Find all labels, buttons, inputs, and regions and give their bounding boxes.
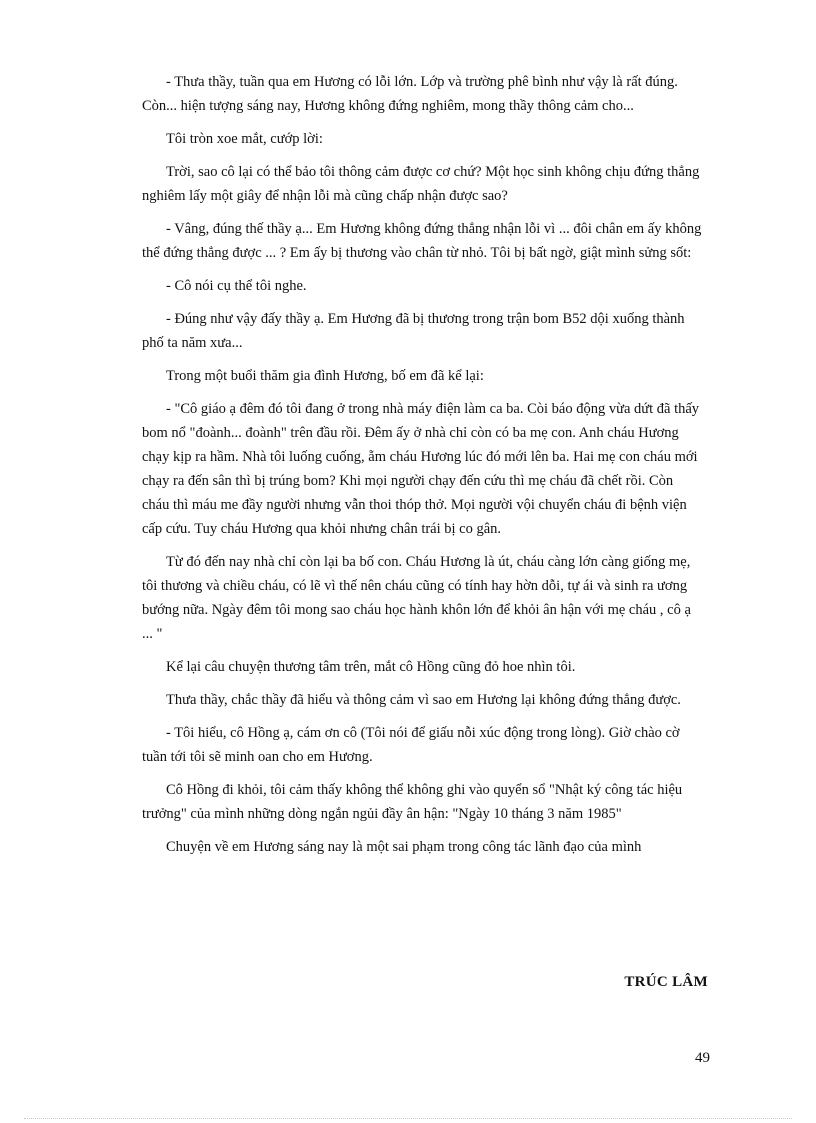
paragraph: Cô Hồng đi khỏi, tôi cảm thấy không thể không ghi vào quyển sổ "Nhật ký công tác hiệu trưởng" của mình những dòng ngắn ngủi đầy ân hận: "Ngày 10 tháng 3 năm 1985" — [142, 782, 683, 822]
paragraph: - Vâng, đúng thế thầy ạ... Em Hương không đứng thẳng nhận lỗi vì ... đôi chân em ấy không thể đứng thẳng được ... ? Em ấy bị thương vào chân từ nhỏ. Tôi bị bất ngờ, giật mình sửng sốt: — [142, 221, 702, 261]
paragraph: - Tôi hiểu, cô Hồng ạ, cám ơn cô (Tôi nói để giấu nỗi xúc động trong lòng). Giờ chào cờ tuần tới tôi sẽ minh oan cho em Hương. — [142, 725, 680, 765]
paragraph: - Đúng như vậy đấy thầy ạ. Em Hương đã bị thương trong trận bom B52 dội xuống thành phố ta năm xưa... — [142, 311, 685, 351]
footer-divider — [24, 1118, 792, 1119]
paragraph: Trong một buổi thăm gia đình Hương, bố em đã kể lại: — [166, 368, 484, 384]
paragraph: - "Cô giáo ạ đêm đó tôi đang ở trong nhà máy điện làm ca ba. Còi báo động vừa dứt đã thấy bom nổ "đoành... đoành" trên đầu rồi. Đêm ấy ở nhà chỉ còn có ba mẹ con. Anh cháu Hương chạy kịp ra hầm. Nhà tôi luống cuống, ẵm cháu Hương lúc đó mới lên ba. Hai mẹ con cháu mới chạy ra đến sân thì bị trúng bom? Khi mọi người chạy đến cứu thì mẹ cháu đã chết rồi. Còn cháu thì máu me đầy người nhưng vẫn thoi thóp thở. Mọi người vội chuyển cháu đi bệnh viện cấp cứu. Tuy cháu Hương qua khỏi nhưng chân trái bị co gân. — [142, 401, 700, 537]
paragraph: - Cô nói cụ thể tôi nghe. — [166, 278, 307, 294]
page-number: 49 — [695, 1050, 710, 1066]
paragraph: Chuyện về em Hương sáng nay là một sai phạm trong công tác lãnh đạo của mình — [166, 839, 642, 855]
story-body — [142, 70, 702, 868]
paragraph: Tôi tròn xoe mắt, cướp lời: — [166, 131, 323, 147]
author-signature: TRÚC LÂM — [624, 974, 708, 990]
paragraph: - Thưa thầy, tuần qua em Hương có lỗi lớn. Lớp và trường phê bình như vậy là rất đúng. Còn... hiện tượng sáng nay, Hương không đứng nghiêm, mong thầy thông cảm cho... — [142, 74, 678, 114]
paragraph: Từ đó đến nay nhà chỉ còn lại ba bố con. Cháu Hương là út, cháu càng lớn càng giống mẹ, tôi thương và chiều cháu, có lẽ vì thế nên cháu cũng có tính hay hờn dỗi, tự ái và sinh ra ương bướng nữa. Ngày đêm tôi mong sao cháu học hành khôn lớn để khỏi ân hận với mẹ cháu , cô ạ ... " — [142, 554, 691, 642]
paragraph: Kể lại câu chuyện thương tâm trên, mắt cô Hồng cũng đỏ hoe nhìn tôi. — [166, 659, 576, 675]
paragraph: Trời, sao cô lại có thể bảo tôi thông cảm được cơ chứ? Một học sinh không chịu đứng thẳng nghiêm lấy một giây để nhận lỗi mà cũng chấp nhận được sao? — [142, 164, 700, 204]
paragraph: Thưa thầy, chắc thầy đã hiểu và thông cảm vì sao em Hương lại không đứng thẳng được. — [166, 692, 681, 708]
